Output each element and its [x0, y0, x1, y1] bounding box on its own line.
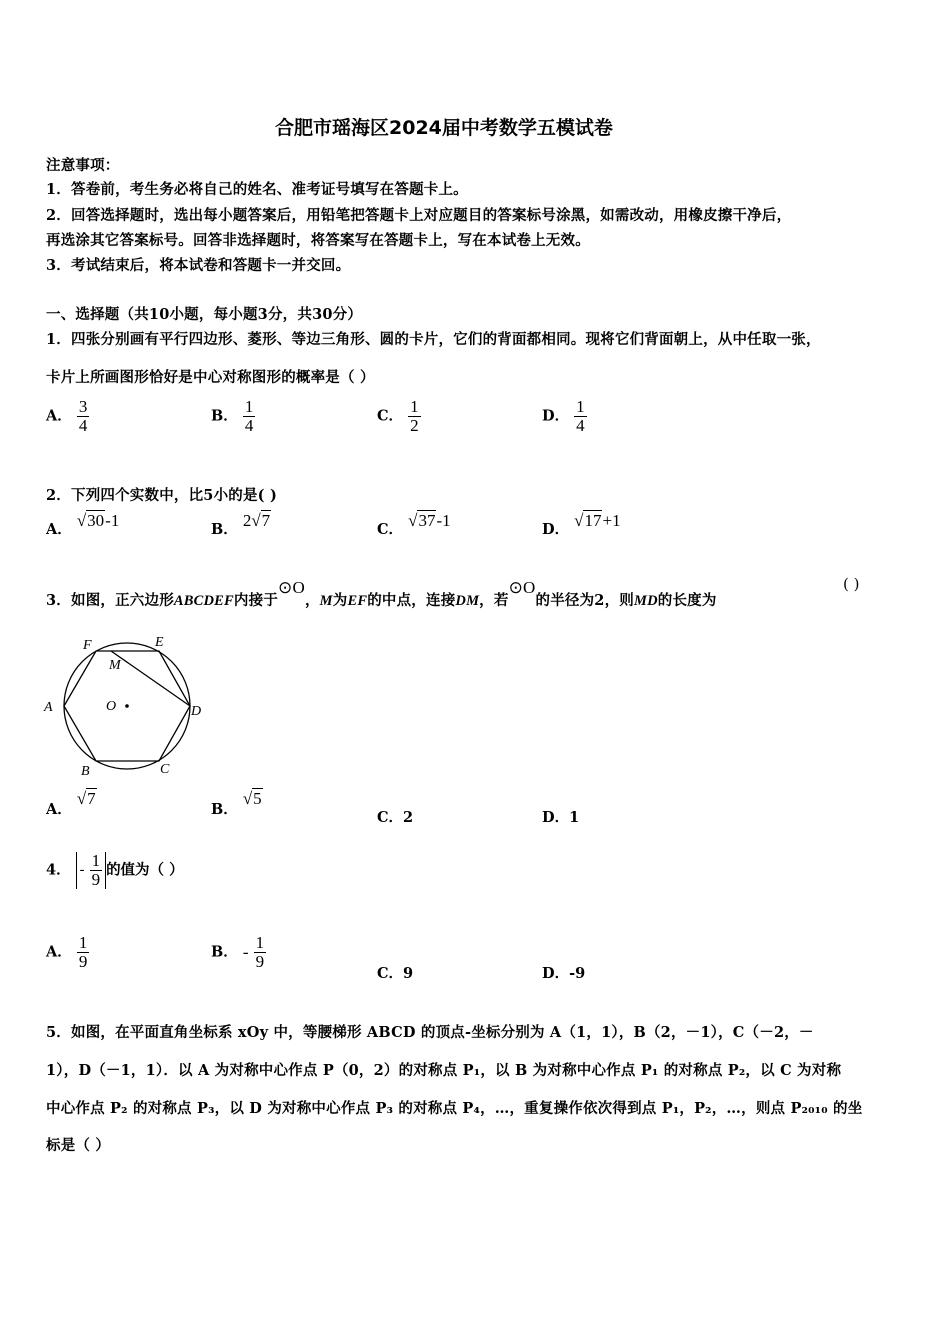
option-label: D． — [542, 407, 570, 425]
q2-stem: 2．下列四个实数中，比5小的是( ) — [46, 487, 278, 504]
q1-stem-line-1: 1．四张分别画有平行四边形、菱形、等边三角形、圆的卡片，它们的背面都相同。现将它们背面朝上，从中任取一张， — [46, 331, 821, 348]
label-m: M — [109, 658, 121, 673]
radical-expression: √37-1 — [408, 511, 451, 530]
option-label: D． — [542, 809, 570, 826]
radical-expression: √7 — [76, 789, 96, 808]
label-e: E — [155, 635, 164, 650]
option-label: B． — [211, 801, 238, 818]
q3-stem: 3．如图，正六边形ABCDEF内接于⊙O，M为EF的中点，连接DM，若⊙O的半径为2，则MD的长度为 — [46, 578, 717, 609]
option-label: A． — [46, 943, 72, 961]
label-d: D — [191, 704, 202, 719]
label-b: B — [81, 764, 90, 779]
absolute-value: - $\frac{1}{9}$ — [76, 852, 106, 889]
q5-stem-line-4: 标是（ ） — [46, 1137, 111, 1154]
fraction: $\frac{1}{2}$ — [410, 397, 419, 435]
notice-line-3: 3．考试结束后，将本试卷和答题卡一并交回。 — [46, 257, 351, 274]
notice-line-1: 1．答卷前，考生务必将自己的姓名、准考证号填写在答题卡上。 — [46, 181, 468, 198]
section-heading: 一、选择题（共10小题，每小题3分，共30分） — [46, 306, 363, 323]
q2-option-c[interactable] — [377, 511, 451, 539]
q3-option-d[interactable] — [542, 806, 579, 827]
notice-heading: 注意事项： — [46, 157, 120, 174]
q3-answer-paren: ( ) — [843, 575, 860, 593]
notice-line-2b: 再选涂其它答案标号。回答非选择题时，将答案写在答题卡上，写在本试卷上无效。 — [46, 232, 590, 249]
fraction: $\frac{3}{4}$ — [78, 397, 88, 435]
q1-option-c[interactable] — [377, 398, 421, 435]
option-label: C． — [377, 407, 404, 425]
q1-option-a[interactable] — [46, 398, 89, 435]
option-label: C． — [377, 809, 404, 826]
label-o: O — [106, 699, 117, 714]
option-value: -9 — [569, 965, 586, 982]
option-label: D． — [542, 965, 570, 982]
q5-stem-line-1: 5．如图，在平面直角坐标系 xOy 中，等腰梯形 ABCD 的顶点-坐标分别为 A（1，1），B（2，－1），C（－2，－ — [46, 1024, 814, 1041]
fraction: $\frac{1}{9}$ — [78, 933, 88, 971]
option-label: B． — [211, 943, 238, 961]
q3-option-b[interactable] — [211, 789, 263, 819]
q1-option-d[interactable] — [542, 398, 587, 435]
option-value: 2 — [403, 809, 414, 826]
label-a: A — [44, 700, 53, 715]
page-title: 合肥市瑶海区2024届中考数学五模试卷 — [275, 117, 613, 139]
q4-option-a[interactable] — [46, 934, 89, 971]
radical-expression: 2√7 — [242, 511, 271, 530]
q4-option-d[interactable] — [542, 962, 585, 983]
option-label: A． — [46, 801, 72, 818]
center-point — [125, 704, 129, 708]
q3-option-a[interactable] — [46, 789, 97, 819]
radical-expression: √30-1 — [76, 511, 120, 530]
option-label: B． — [211, 407, 238, 425]
label-c: C — [160, 762, 170, 777]
label-f: F — [83, 638, 92, 653]
segment-dm — [111, 651, 190, 706]
radical-expression: √5 — [242, 789, 262, 808]
option-value: 9 — [403, 965, 414, 982]
q2-option-d[interactable] — [542, 511, 621, 539]
option-label: C． — [377, 965, 404, 982]
q5-stem-line-2: 1），D（－1，1）．以 A 为对称中心作点 P（0，2）的对称点 P₁，以 B 为对称中心作点 P₁ 的对称点 P₂，以 C 为对称 — [46, 1062, 842, 1079]
q1-stem-line-2: 卡片上所画图形恰好是中心对称图形的概率是（ ） — [46, 369, 375, 386]
hexagon-figure — [40, 628, 215, 780]
fraction: $\frac{1}{4}$ — [576, 397, 585, 435]
option-label: A． — [46, 407, 72, 425]
q4-option-c[interactable] — [377, 962, 413, 983]
fraction: $\frac{1}{4}$ — [244, 397, 254, 435]
option-label: C． — [377, 521, 404, 538]
option-label: D． — [542, 521, 570, 538]
option-label: B． — [211, 521, 238, 538]
q5-stem-line-3: 中心作点 P₂ 的对称点 P₃，以 D 为对称中心作点 P₃ 的对称点 P₄，…，重复操作依次得到点 P₁，P₂，…，则点 P₂₀₁₀ 的坐 — [46, 1100, 863, 1117]
q2-option-b[interactable] — [211, 511, 271, 539]
fraction: $\frac{1}{9}$ — [255, 933, 265, 971]
option-label: A． — [46, 521, 72, 538]
q4-stem: 4． - $\frac{1}{9}$ 的值为（ ） — [46, 851, 184, 889]
q2-option-a[interactable] — [46, 511, 120, 539]
radical-expression: √17+1 — [574, 511, 621, 530]
q4-option-b[interactable]: B． - $\frac{1}{9}$ — [211, 933, 265, 971]
q1-option-b[interactable] — [211, 398, 255, 435]
notice-line-2a: 2．回答选择题时，选出每小题答案后，用铅笔把答题卡上对应题目的答案标号涂黑，如需改动，用橡皮擦干净后， — [46, 207, 792, 224]
option-value: 1 — [569, 809, 580, 826]
q3-option-c[interactable] — [377, 806, 413, 827]
